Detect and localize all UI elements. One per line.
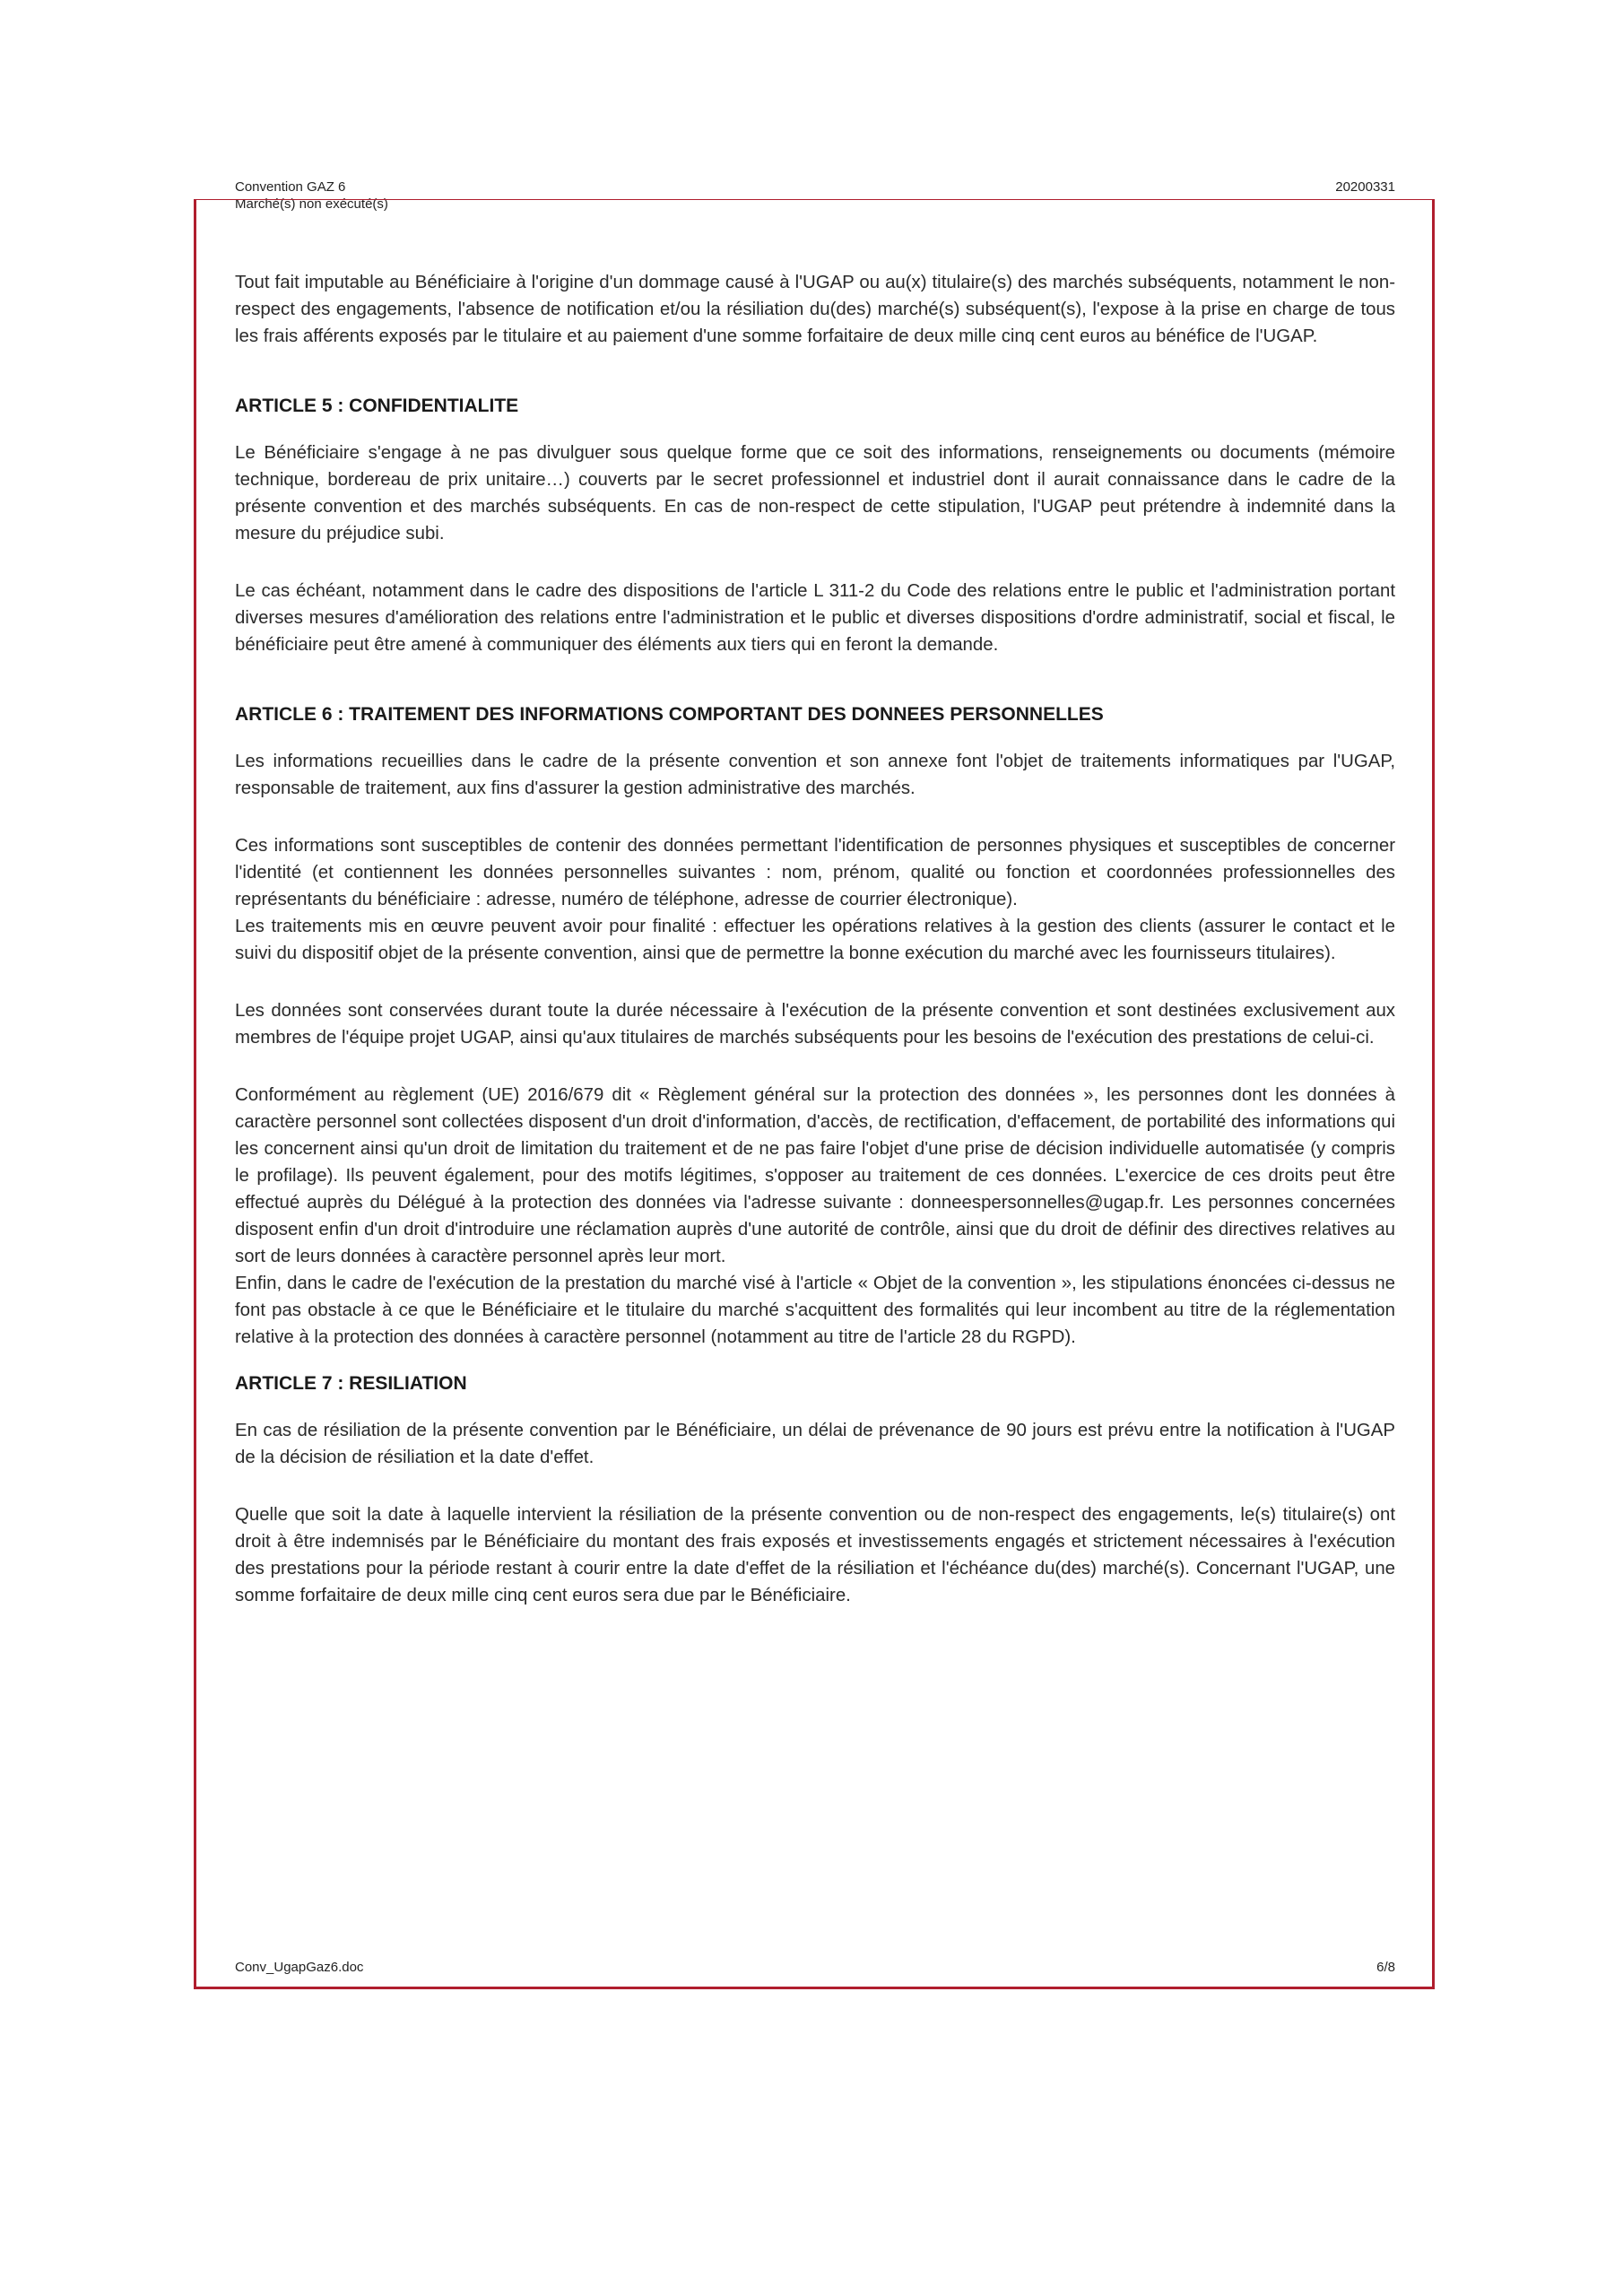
article-5 xyxy=(235,393,1395,658)
header-date: 20200331 xyxy=(1335,179,1395,195)
article-6-paragraph-4: Les données sont conservées durant toute la durée nécessaire à l'exécution de la présente convention et sont destinées exclusivement aux membres de l'équipe projet UGAP, ainsi qu'aux titulaires de marchés subséquents pour les besoins de l'exécution des prestations de celui-ci. xyxy=(235,1001,1395,1048)
article-5-title: ARTICLE 5 : CONFIDENTIALITE xyxy=(235,396,519,416)
page-footer xyxy=(235,1960,1395,1975)
article-7 xyxy=(235,1370,1395,1609)
article-6-paragraph-6: Enfin, dans le cadre de l'exécution de la prestation du marché visé à l'article « Objet de la convention », les stipulations énoncées ci-dessus ne font pas obstacle à ce que le Bénéficiaire et le titulaire du marché s'acquittent des formalités qui leur incombent au titre de la réglementation relative à la protection des données à caractère personnel (notamment au titre de l'article 28 du RGPD). xyxy=(235,1274,1395,1347)
article-6-title: ARTICLE 6 : TRAITEMENT DES INFORMATIONS COMPORTANT DES DONNEES PERSONNELLES xyxy=(235,704,1104,725)
article-6-paragraph-2: Ces informations sont susceptibles de contenir des données permettant l'identification de personnes physiques et susceptibles de concerner l'identité (et contiennent les données personnelles suivantes : nom, prénom, qualité ou fonction et coordonnées professionnelles des représentants du bénéficiaire : adresse, numéro de téléphone, adresse de courrier électronique). xyxy=(235,836,1395,909)
document-body xyxy=(235,269,1395,1609)
article-7-paragraph-2: Quelle que soit la date à laquelle intervient la résiliation de la présente convention ou de non-respect des engagements, le(s) titulaire(s) ont droit à être indemnisés par le Bénéficiaire du montant des frais exposés et investissements engagés et strictement nécessaires à l'exécution des prestations pour la période restant à courir entre la date d'effet de la résiliation et l'échéance du(des) marché(s). Concernant l'UGAP, une somme forfaitaire de deux mille cinq cent euros sera due par le Bénéficiaire. xyxy=(235,1505,1395,1605)
footer-page-number: 6/8 xyxy=(1376,1960,1395,1975)
article-6-paragraph-3: Les traitements mis en œuvre peuvent avoir pour finalité : effectuer les opérations relatives à la gestion des clients (assurer le contact et le suivi du dispositif objet de la présente convention, ainsi que de permettre la bonne exécution du marché avec les fournisseurs titulaires). xyxy=(235,917,1395,963)
article-5-paragraph-1: Le Bénéficiaire s'engage à ne pas divulguer sous quelque forme que ce soit des informations, renseignements ou documents (mémoire technique, bordereau de prix unitaire…) couverts par le secret professionnel et industriel dont il aurait connaissance dans le cadre de la présente convention et des marchés subséquents. En cas de non-respect de cette stipulation, l'UGAP peut prétendre à indemnité dans la mesure du préjudice subi. xyxy=(235,443,1395,544)
page-header xyxy=(235,179,1395,195)
footer-filename: Conv_UgapGaz6.doc xyxy=(235,1960,364,1975)
article-6 xyxy=(235,701,1395,1351)
article-6-paragraph-1: Les informations recueillies dans le cadre de la présente convention et son annexe font l'objet de traitements informatiques par l'UGAP, responsable de traitement, aux fins d'assurer la gestion administrative des marchés. xyxy=(235,752,1395,798)
article-7-paragraph-1: En cas de résiliation de la présente convention par le Bénéficiaire, un délai de prévenance de 90 jours est prévu entre la notification à l'UGAP de la décision de résiliation et la date d'effet. xyxy=(235,1421,1395,1467)
header-subtitle: Marché(s) non exécuté(s) xyxy=(235,196,388,212)
article-7-title: ARTICLE 7 : RESILIATION xyxy=(235,1373,467,1394)
header-doc-title: Convention GAZ 6 xyxy=(235,179,346,195)
article-5-paragraph-2: Le cas échéant, notamment dans le cadre des dispositions de l'article L 311-2 du Code des relations entre le public et l'administration portant diverses mesures d'amélioration des relations entre l'administration et le public et diverses dispositions d'ordre administratif, social et fiscal, le bénéficiaire peut être amené à communiquer des éléments aux tiers qui en feront la demande. xyxy=(235,581,1395,655)
article-6-paragraph-5: Conformément au règlement (UE) 2016/679 dit « Règlement général sur la protection des données », les personnes dont les données à caractère personnel sont collectées disposent d'un droit d'information, d'accès, de rectification, d'effacement, de portabilité des informations qui les concernent ainsi qu'un droit de limitation du traitement et de ne pas faire l'objet d'une prise de décision individuelle automatisée (y compris le profilage). Ils peuvent également, pour des motifs légitimes, s'opposer au traitement de ces données. L'exercice de ces droits peut être effectué auprès du Délégué à la protection des données via l'adresse suivante : donneespersonnelles@ugap.fr. Les personnes concernées disposent enfin d'un droit d'introduire une réclamation auprès d'une autorité de contrôle, ainsi que du droit de définir des directives relatives au sort de leurs données à caractère personnel après leur mort. xyxy=(235,1085,1395,1266)
intro-paragraph: Tout fait imputable au Bénéficiaire à l'origine d'un dommage causé à l'UGAP ou au(x) titulaire(s) des marchés subséquents, notamment le non-respect des engagements, l'absence de notification et/ou la résiliation du(des) marché(s) subséquent(s), l'expose à la prise en charge de tous les frais afférents exposés par le titulaire et au paiement d'une somme forfaitaire de deux mille cinq cent euros au bénéfice de l'UGAP. xyxy=(235,273,1395,346)
